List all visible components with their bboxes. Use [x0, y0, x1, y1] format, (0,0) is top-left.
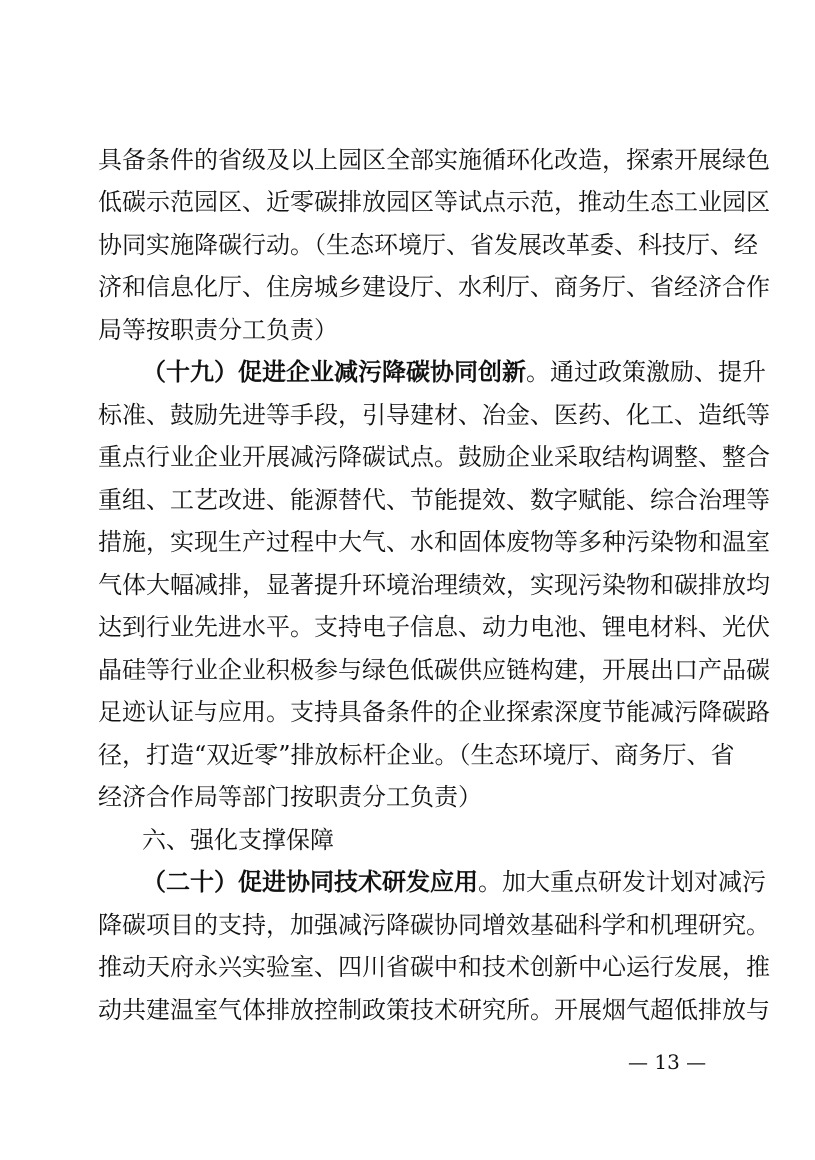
paragraph-19-first-line-text: 。通过政策激励、提升 — [526, 358, 766, 386]
section-heading: 六、强化支撑保障 — [142, 826, 334, 854]
paragraph-19-line-2: 标准、鼓励先进等手段，引导建材、冶金、医药、化工、造纸等 — [98, 401, 770, 429]
paragraph-19-line-9: 足迹认证与应用。支持具备条件的企业探索深度节能减污降碳路 — [98, 698, 770, 726]
paragraph-20-line-2: 降碳项目的支持，加强减污降碳协同增效基础科学和机理研究。 — [98, 911, 770, 939]
paragraph-19-line-4: 重组、工艺改进、能源替代、节能提效、数字赋能、综合治理等 — [98, 486, 770, 514]
paragraph-19-line-6: 气体大幅减排，显著提升环境治理绩效，实现污染物和碳排放均 — [98, 571, 770, 599]
paragraph-19-line-3: 重点行业企业开展减污降碳试点。鼓励企业采取结构调整、整合 — [98, 443, 770, 471]
paragraph-19-line-10: 径，打造“双近零”排放标杆企业。（生态环境厅、商务厅、省 — [98, 741, 735, 769]
paragraph-20-heading: （二十）促进协同技术研发应用 — [142, 867, 478, 896]
paragraph-19-first-line — [142, 357, 766, 388]
paragraph-1-line-5: 局等按职责分工负责） — [98, 316, 338, 344]
paragraph-19-line-5: 措施，实现生产过程中大气、水和固体废物等多种污染物和温室 — [98, 528, 770, 556]
paragraph-19-heading: （十九）促进企业减污降碳协同创新 — [142, 357, 526, 386]
paragraph-20-line-4: 动共建温室气体排放控制政策技术研究所。开展烟气超低排放与 — [98, 996, 770, 1024]
paragraph-20-first-line-text: 。加大重点研发计划对减污 — [478, 868, 766, 896]
paragraph-19-line-7: 达到行业先进水平。支持电子信息、动力电池、锂电材料、光伏 — [98, 613, 770, 641]
paragraph-1-line-2: 低碳示范园区、近零碳排放园区等试点示范，推动生态工业园区 — [98, 188, 770, 216]
paragraph-19-line-11: 经济合作局等部门按职责分工负责） — [98, 783, 482, 811]
paragraph-1-line-3: 协同实施降碳行动。（生态环境厅、省发展改革委、科技厅、经 — [98, 231, 758, 259]
paragraph-1-line-4: 济和信息化厅、住房城乡建设厅、水利厅、商务厅、省经济合作 — [98, 273, 770, 301]
paragraph-20-line-3: 推动天府永兴实验室、四川省碳中和技术创新中心运行发展，推 — [98, 953, 770, 981]
paragraph-19-line-8: 晶硅等行业企业积极参与绿色低碳供应链构建，开展出口产品碳 — [98, 656, 770, 684]
page-number: — 13 — — [628, 1050, 707, 1074]
paragraph-1-line-1: 具备条件的省级及以上园区全部实施循环化改造，探索开展绿色 — [98, 146, 770, 174]
paragraph-20-first-line — [142, 867, 766, 898]
